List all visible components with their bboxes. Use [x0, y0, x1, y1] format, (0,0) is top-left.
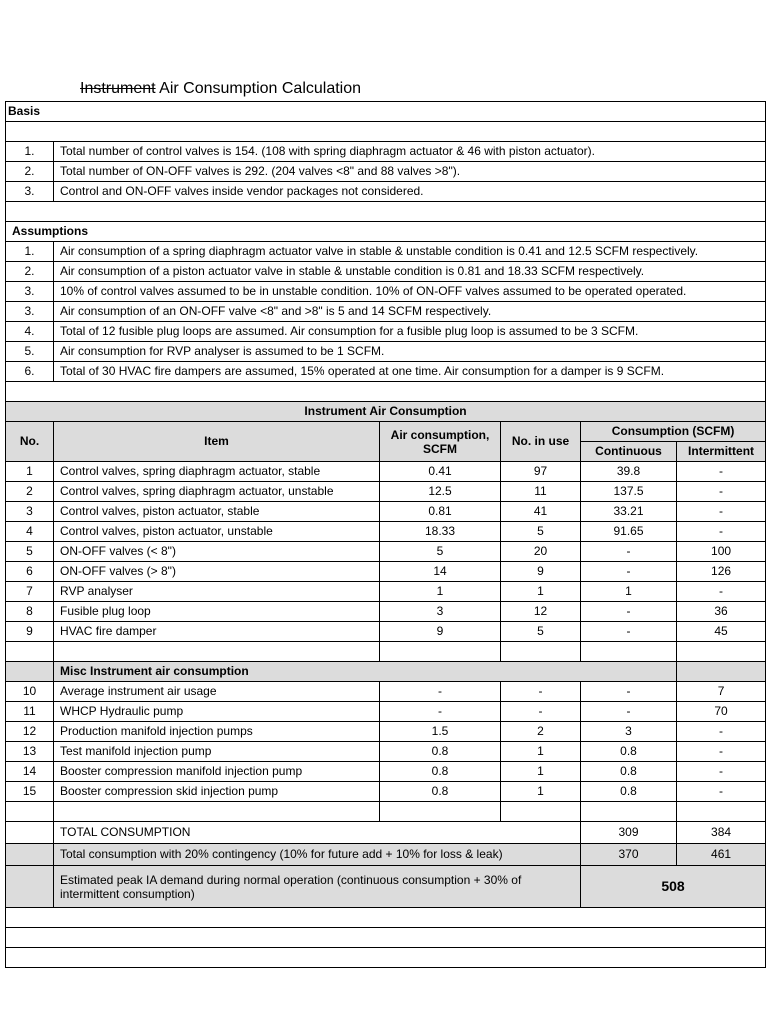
- basis-item-row: [6, 142, 766, 162]
- row-continuous: 0.8: [581, 762, 677, 782]
- row-number: 9: [6, 622, 54, 642]
- assumption-item-number: 6.: [6, 362, 54, 382]
- blank-row: [6, 122, 766, 142]
- basis-heading-row: [6, 102, 766, 122]
- row-no-in-use: 1: [501, 762, 581, 782]
- blank-cell: [581, 802, 677, 822]
- assumption-item-row: [6, 302, 766, 322]
- row-continuous: 33.21: [581, 502, 677, 522]
- assumption-item-number: 1.: [6, 242, 54, 262]
- blank-cell: [677, 642, 766, 662]
- table-row: [6, 702, 766, 722]
- table-row: [6, 562, 766, 582]
- row-number: 5: [6, 542, 54, 562]
- blank-cell: [677, 662, 766, 682]
- assumption-item-number: 4.: [6, 322, 54, 342]
- row-no-in-use: 11: [501, 482, 581, 502]
- basis-item-text: Total number of ON-OFF valves is 292. (204 valves <8" and 88 valves >8").: [54, 162, 766, 182]
- basis-item-text: Control and ON-OFF valves inside vendor packages not considered.: [54, 182, 766, 202]
- assumption-item-text: Total of 30 HVAC fire dampers are assumed, 15% operated at one time. Air consumption for a damper is 9 SCFM.: [54, 362, 766, 382]
- table-row: [6, 462, 766, 482]
- row-item: ON-OFF valves (> 8"): [54, 562, 380, 582]
- table-row: [6, 542, 766, 562]
- row-number: 4: [6, 522, 54, 542]
- blank-cell: [6, 908, 766, 928]
- total-continuous: 309: [581, 822, 677, 844]
- row-intermittent: -: [677, 482, 766, 502]
- row-continuous: 91.65: [581, 522, 677, 542]
- assumption-item-row: [6, 262, 766, 282]
- row-item: Control valves, spring diaphragm actuator, unstable: [54, 482, 380, 502]
- contingency-continuous: 370: [581, 844, 677, 866]
- contingency-label: Total consumption with 20% contingency (10% for future add + 10% for loss & leak): [54, 844, 581, 866]
- blank-cell: [6, 928, 766, 948]
- table-row: [6, 722, 766, 742]
- blank-cell: [380, 642, 501, 662]
- row-air-consumption: 0.81: [380, 502, 501, 522]
- blank-row: [6, 908, 766, 928]
- blank-row: [6, 928, 766, 948]
- assumption-item-number: 3.: [6, 302, 54, 322]
- assumption-item-row: [6, 362, 766, 382]
- row-intermittent: -: [677, 742, 766, 762]
- row-no-in-use: 9: [501, 562, 581, 582]
- row-item: Control valves, spring diaphragm actuator, stable: [54, 462, 380, 482]
- header-item: Item: [54, 422, 380, 462]
- row-air-consumption: 0.8: [380, 762, 501, 782]
- header-intermittent: Intermittent: [677, 442, 766, 462]
- assumption-item-text: Air consumption of a piston actuator valve in stable & unstable condition is 0.81 and 18.33 SCFM respectively.: [54, 262, 766, 282]
- row-item: Fusible plug loop: [54, 602, 380, 622]
- table-row: [6, 682, 766, 702]
- row-intermittent: 45: [677, 622, 766, 642]
- row-item: Booster compression skid injection pump: [54, 782, 380, 802]
- row-intermittent: -: [677, 522, 766, 542]
- table-row: [6, 742, 766, 762]
- header-continuous: Continuous: [581, 442, 677, 462]
- row-continuous: -: [581, 682, 677, 702]
- table-row: [6, 782, 766, 802]
- assumption-item-number: 5.: [6, 342, 54, 362]
- row-number: 8: [6, 602, 54, 622]
- header-air-consumption: Air consumption, SCFM: [380, 422, 501, 462]
- row-item: Production manifold injection pumps: [54, 722, 380, 742]
- basis-item-row: [6, 182, 766, 202]
- blank-cell: [6, 382, 766, 402]
- row-intermittent: -: [677, 502, 766, 522]
- row-air-consumption: 14: [380, 562, 501, 582]
- blank-row: [6, 642, 766, 662]
- blank-cell: [581, 642, 677, 662]
- row-continuous: 137.5: [581, 482, 677, 502]
- misc-heading: Misc Instrument air consumption: [54, 662, 677, 682]
- peak-row: [6, 866, 766, 908]
- table-heading: Instrument Air Consumption: [6, 402, 766, 422]
- row-number: 14: [6, 762, 54, 782]
- blank-cell: [6, 844, 54, 866]
- row-no-in-use: 20: [501, 542, 581, 562]
- table-row: [6, 762, 766, 782]
- assumption-item-text: Air consumption for RVP analyser is assumed to be 1 SCFM.: [54, 342, 766, 362]
- row-item: Control valves, piston actuator, stable: [54, 502, 380, 522]
- row-item: Test manifold injection pump: [54, 742, 380, 762]
- row-air-consumption: 3: [380, 602, 501, 622]
- total-label: TOTAL CONSUMPTION: [54, 822, 581, 844]
- blank-cell: [677, 802, 766, 822]
- row-air-consumption: 0.8: [380, 742, 501, 762]
- row-continuous: -: [581, 562, 677, 582]
- row-continuous: 0.8: [581, 742, 677, 762]
- header-no: No.: [6, 422, 54, 462]
- assumption-item-text: Total of 12 fusible plug loops are assumed. Air consumption for a fusible plug loop is assumed to be 3 SCFM.: [54, 322, 766, 342]
- blank-cell: [6, 948, 766, 968]
- row-intermittent: -: [677, 582, 766, 602]
- row-intermittent: 36: [677, 602, 766, 622]
- row-air-consumption: 9: [380, 622, 501, 642]
- basis-item-number: 3.: [6, 182, 54, 202]
- row-continuous: 39.8: [581, 462, 677, 482]
- row-item: ON-OFF valves (< 8"): [54, 542, 380, 562]
- assumption-item-text: 10% of control valves assumed to be in unstable condition. 10% of ON-OFF valves assumed to be operated operated.: [54, 282, 766, 302]
- row-item: Booster compression manifold injection pump: [54, 762, 380, 782]
- row-item: RVP analyser: [54, 582, 380, 602]
- row-item: Average instrument air usage: [54, 682, 380, 702]
- assumption-item-row: [6, 342, 766, 362]
- row-continuous: -: [581, 542, 677, 562]
- blank-cell: [6, 662, 54, 682]
- blank-row: [6, 202, 766, 222]
- row-number: 3: [6, 502, 54, 522]
- blank-cell: [6, 202, 766, 222]
- row-continuous: 3: [581, 722, 677, 742]
- blank-cell: [6, 642, 54, 662]
- row-no-in-use: 5: [501, 622, 581, 642]
- row-air-consumption: -: [380, 702, 501, 722]
- row-no-in-use: 1: [501, 742, 581, 762]
- table-heading-row: [6, 402, 766, 422]
- row-air-consumption: 1.5: [380, 722, 501, 742]
- assumptions-heading-row: [6, 222, 766, 242]
- table-row: [6, 522, 766, 542]
- calculation-table: [5, 101, 766, 968]
- basis-item-text: Total number of control valves is 154. (108 with spring diaphragm actuator & 46 with piston actuator).: [54, 142, 766, 162]
- table-row: [6, 482, 766, 502]
- row-continuous: 1: [581, 582, 677, 602]
- row-air-consumption: -: [380, 682, 501, 702]
- row-number: 7: [6, 582, 54, 602]
- contingency-row: [6, 844, 766, 866]
- row-no-in-use: 5: [501, 522, 581, 542]
- table-row: [6, 502, 766, 522]
- assumption-item-number: 3.: [6, 282, 54, 302]
- row-number: 15: [6, 782, 54, 802]
- peak-label: Estimated peak IA demand during normal operation (continuous consumption + 30% of intermittent consumption): [54, 866, 581, 908]
- row-no-in-use: 1: [501, 582, 581, 602]
- row-number: 1: [6, 462, 54, 482]
- row-number: 11: [6, 702, 54, 722]
- row-air-consumption: 0.41: [380, 462, 501, 482]
- assumptions-heading: Assumptions: [6, 222, 766, 242]
- blank-cell: [380, 802, 501, 822]
- row-intermittent: -: [677, 782, 766, 802]
- row-item: HVAC fire damper: [54, 622, 380, 642]
- row-intermittent: 100: [677, 542, 766, 562]
- assumption-item-row: [6, 282, 766, 302]
- blank-row: [6, 802, 766, 822]
- blank-cell: [6, 822, 54, 844]
- blank-row: [6, 382, 766, 402]
- blank-row: [6, 948, 766, 968]
- row-no-in-use: -: [501, 682, 581, 702]
- blank-cell: [501, 642, 581, 662]
- basis-item-number: 2.: [6, 162, 54, 182]
- row-no-in-use: 97: [501, 462, 581, 482]
- row-continuous: 0.8: [581, 782, 677, 802]
- row-number: 10: [6, 682, 54, 702]
- table-row: [6, 602, 766, 622]
- row-intermittent: 126: [677, 562, 766, 582]
- row-item: WHCP Hydraulic pump: [54, 702, 380, 722]
- total-row: [6, 822, 766, 844]
- contingency-intermittent: 461: [677, 844, 766, 866]
- row-continuous: -: [581, 622, 677, 642]
- assumption-item-row: [6, 242, 766, 262]
- assumption-item-number: 2.: [6, 262, 54, 282]
- blank-cell: [54, 642, 380, 662]
- row-continuous: -: [581, 602, 677, 622]
- document-title: [80, 80, 361, 98]
- misc-heading-row: [6, 662, 766, 682]
- column-header-row-1: [6, 422, 766, 442]
- row-air-consumption: 0.8: [380, 782, 501, 802]
- row-air-consumption: 5: [380, 542, 501, 562]
- row-air-consumption: 12.5: [380, 482, 501, 502]
- title-part-1: Instrument: [80, 80, 156, 97]
- row-continuous: -: [581, 702, 677, 722]
- peak-value: 508: [581, 866, 766, 908]
- row-intermittent: -: [677, 462, 766, 482]
- row-intermittent: 70: [677, 702, 766, 722]
- blank-cell: [54, 802, 380, 822]
- row-no-in-use: -: [501, 702, 581, 722]
- assumption-item-row: [6, 322, 766, 342]
- basis-heading: Basis: [6, 102, 766, 122]
- assumption-item-text: Air consumption of a spring diaphragm actuator valve in stable & unstable condition is 0.41 and 12.5 SCFM respectively.: [54, 242, 766, 262]
- row-number: 2: [6, 482, 54, 502]
- title-part-2: Air Consumption Calculation: [155, 80, 362, 97]
- row-no-in-use: 41: [501, 502, 581, 522]
- basis-item-row: [6, 162, 766, 182]
- blank-cell: [6, 802, 54, 822]
- row-no-in-use: 12: [501, 602, 581, 622]
- row-number: 12: [6, 722, 54, 742]
- basis-item-number: 1.: [6, 142, 54, 162]
- table-row: [6, 582, 766, 602]
- row-item: Control valves, piston actuator, unstable: [54, 522, 380, 542]
- header-consumption: Consumption (SCFM): [581, 422, 766, 442]
- blank-cell: [501, 802, 581, 822]
- blank-cell: [6, 866, 54, 908]
- row-intermittent: -: [677, 722, 766, 742]
- row-number: 13: [6, 742, 54, 762]
- assumption-item-text: Air consumption of an ON-OFF valve <8" and >8" is 5 and 14 SCFM respectively.: [54, 302, 766, 322]
- row-no-in-use: 1: [501, 782, 581, 802]
- row-air-consumption: 18.33: [380, 522, 501, 542]
- total-intermittent: 384: [677, 822, 766, 844]
- row-no-in-use: 2: [501, 722, 581, 742]
- row-intermittent: 7: [677, 682, 766, 702]
- header-no-in-use: No. in use: [501, 422, 581, 462]
- row-air-consumption: 1: [380, 582, 501, 602]
- row-intermittent: -: [677, 762, 766, 782]
- row-number: 6: [6, 562, 54, 582]
- table-row: [6, 622, 766, 642]
- blank-cell: [6, 122, 766, 142]
